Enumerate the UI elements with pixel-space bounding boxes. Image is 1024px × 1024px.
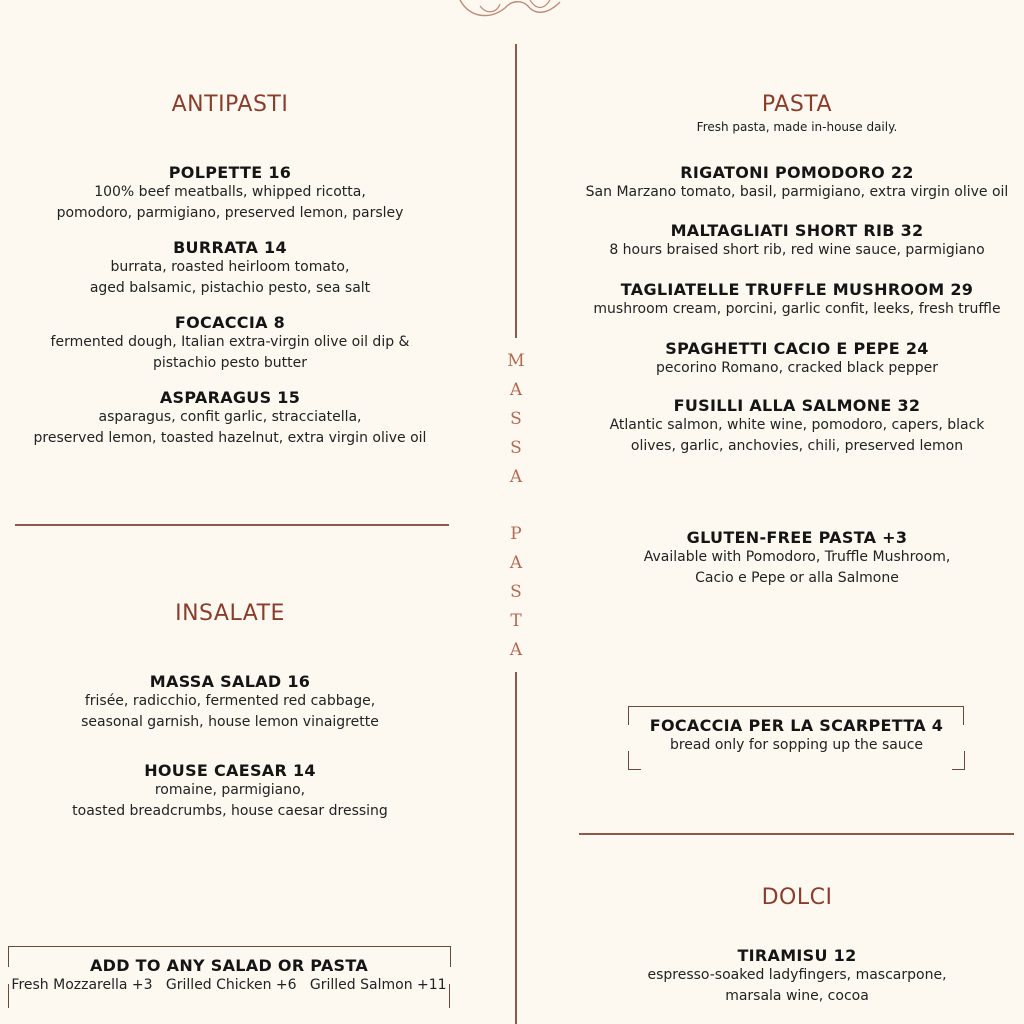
dolci-title: DOLCI (761, 885, 833, 910)
center-divider-top (515, 44, 517, 338)
brand-letter: A (509, 553, 523, 573)
menu-item-burrata (15, 238, 445, 299)
brand-letter: S (510, 409, 522, 429)
addon-options: Fresh Mozzarella +3 Grilled Chicken +6 Grilled Salmon +11 (11, 977, 447, 993)
item-desc: aged balsamic, pistachio pesto, sea salt (89, 280, 371, 296)
item-desc: mushroom cream, porcini, garlic confit, leeks, fresh truffle (593, 301, 1001, 317)
menu-item-asparagus (15, 388, 445, 449)
section-divider (579, 833, 1014, 835)
menu-item-focaccia (15, 313, 445, 374)
item-name: FOCACCIA PER LA SCARPETTA 4 (649, 716, 944, 735)
item-name: HOUSE CAESAR 14 (144, 761, 316, 780)
menu-item-gluten-free (580, 528, 1014, 589)
brand-letter: A (509, 640, 523, 660)
item-desc: Atlantic salmon, white wine, pomodoro, capers, black (609, 417, 985, 433)
item-name: SPAGHETTI CACIO E PEPE 24 (665, 339, 929, 358)
brand-letter: T (510, 611, 522, 631)
menu-item-fusilli (580, 396, 1014, 457)
menu-item-cacio-e-pepe (580, 339, 1014, 379)
item-name: FUSILLI ALLA SALMONE 32 (673, 396, 921, 415)
addon-title: ADD TO ANY SALAD OR PASTA (89, 956, 369, 975)
item-desc: romaine, parmigiano, (154, 782, 306, 798)
brand-letter: A (509, 467, 523, 487)
menu-item-tiramisu (580, 946, 1014, 1007)
pasta-title: PASTA (761, 92, 833, 117)
section-divider (15, 524, 449, 526)
brand-letter: S (510, 582, 522, 602)
item-name: FOCACCIA 8 (174, 313, 286, 332)
menu-item-maltagliati (580, 221, 1014, 261)
item-desc: frisée, radicchio, fermented red cabbage, (84, 693, 376, 709)
item-desc: San Marzano tomato, basil, parmigiano, extra virgin olive oil (585, 184, 1009, 200)
brand-letter: M (507, 351, 525, 371)
brand-letter-gap (505, 492, 527, 520)
item-name: TIRAMISU 12 (737, 946, 857, 965)
item-desc: pomodoro, parmigiano, preserved lemon, parsley (56, 205, 404, 221)
menu-item-massa-salad (15, 672, 445, 733)
item-desc: burrata, roasted heirloom tomato, (110, 259, 350, 275)
floral-logo-illustration (450, 0, 570, 22)
item-desc: Available with Pomodoro, Truffle Mushroom, (643, 549, 951, 565)
antipasti-title: ANTIPASTI (171, 92, 289, 117)
item-name: ASPARAGUS 15 (159, 388, 301, 407)
item-desc: fermented dough, Italian extra-virgin olive oil dip & (50, 334, 410, 350)
center-divider-bottom (515, 672, 517, 1024)
item-desc: pistachio pesto butter (152, 355, 308, 371)
item-desc: preserved lemon, toasted hazelnut, extra virgin olive oil (33, 430, 427, 446)
item-desc: pecorino Romano, cracked black pepper (655, 360, 939, 376)
addon-box (8, 946, 450, 1008)
scarpetta-box (628, 706, 965, 770)
item-desc: Cacio e Pepe or alla Salmone (695, 570, 899, 586)
item-name: TAGLIATELLE TRUFFLE MUSHROOM 29 (620, 280, 974, 299)
item-name: MASSA SALAD 16 (149, 672, 311, 691)
item-name: BURRATA 14 (173, 238, 287, 257)
brand-letter: S (510, 438, 522, 458)
item-name: RIGATONI POMODORO 22 (680, 163, 914, 182)
item-desc: asparagus, confit garlic, stracciatella, (98, 409, 362, 425)
brand-letter: P (510, 524, 522, 544)
item-desc: olives, garlic, anchovies, chili, preserved lemon (630, 438, 964, 454)
item-desc: espresso-soaked ladyfingers, mascarpone, (647, 967, 947, 983)
item-name: POLPETTE 16 (168, 163, 292, 182)
item-desc: 100% beef meatballs, whipped ricotta, (94, 184, 366, 200)
menu-item-rigatoni (580, 163, 1014, 203)
brand-vertical-lettering (505, 347, 527, 665)
item-desc: seasonal garnish, house lemon vinaigrette (81, 714, 379, 730)
item-desc: bread only for sopping up the sauce (669, 737, 924, 753)
menu-item-tagliatelle (580, 280, 1014, 320)
item-desc: marsala wine, cocoa (725, 988, 869, 1004)
item-name: GLUTEN-FREE PASTA +3 (686, 528, 908, 547)
item-name: MALTAGLIATI SHORT RIB 32 (670, 221, 924, 240)
pasta-subtitle: Fresh pasta, made in-house daily. (696, 120, 898, 134)
insalate-title: INSALATE (175, 601, 285, 626)
menu-item-house-caesar (15, 761, 445, 822)
brand-letter: A (509, 380, 523, 400)
menu-item-polpette (15, 163, 445, 224)
item-desc: 8 hours braised short rib, red wine sauce, parmigiano (609, 242, 985, 258)
item-desc: toasted breadcrumbs, house caesar dressing (72, 803, 388, 819)
